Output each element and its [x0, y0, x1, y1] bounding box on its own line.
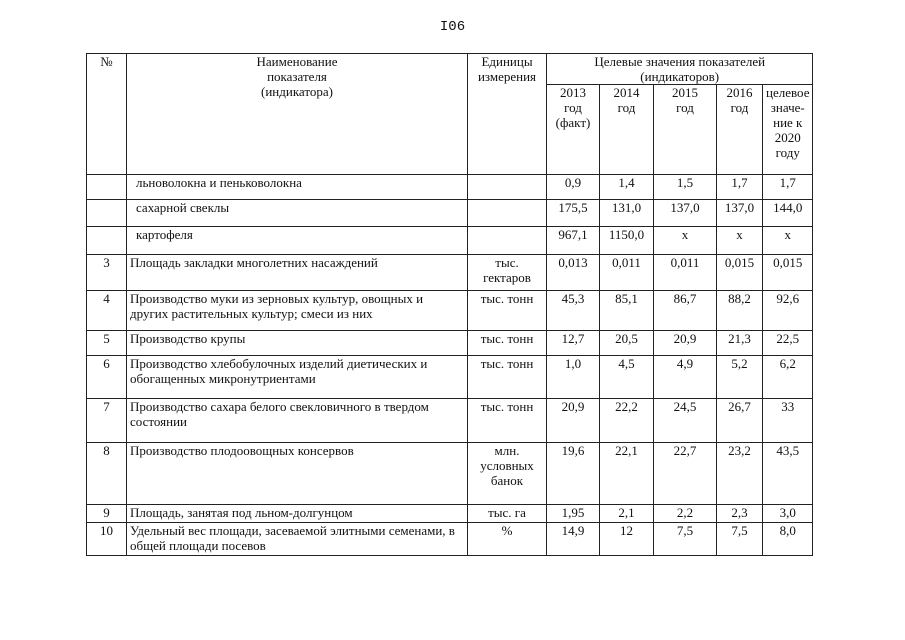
value-cell: 0,015: [763, 255, 813, 291]
value-cell: 4,9: [654, 356, 717, 399]
indicator-name: картофеля: [127, 227, 468, 255]
value-cell: х: [717, 227, 763, 255]
value-cell: 137,0: [717, 200, 763, 227]
row-number: 6: [87, 356, 127, 399]
indicator-name: Площадь, занятая под льном-долгунцом: [127, 505, 468, 523]
unit-of-measure: тыс. тонн: [468, 356, 547, 399]
indicator-name: Площадь закладки многолетних насаждений: [127, 255, 468, 291]
indicator-name: Производство плодоовощных консервов: [127, 443, 468, 505]
indicator-name: Удельный вес площади, засеваемой элитными семенами, в общей площади посевов: [127, 523, 468, 556]
unit-of-measure: %: [468, 523, 547, 556]
value-cell: 1,4: [600, 175, 654, 200]
value-cell: 131,0: [600, 200, 654, 227]
unit-of-measure: тыс. гектаров: [468, 255, 547, 291]
value-cell: 1,95: [547, 505, 600, 523]
value-cell: 0,011: [600, 255, 654, 291]
indicator-name: Производство муки из зерновых культур, овощных и других растительных культур; смеси из них: [127, 291, 468, 331]
value-cell: 7,5: [717, 523, 763, 556]
table-row: [87, 227, 813, 255]
value-cell: 14,9: [547, 523, 600, 556]
value-cell: 0,9: [547, 175, 600, 200]
value-cell: 88,2: [717, 291, 763, 331]
value-cell: 85,1: [600, 291, 654, 331]
value-cell: 2,3: [717, 505, 763, 523]
value-cell: 0,011: [654, 255, 717, 291]
value-cell: х: [763, 227, 813, 255]
table-row: [87, 200, 813, 227]
value-cell: 8,0: [763, 523, 813, 556]
value-cell: 22,7: [654, 443, 717, 505]
indicator-name: Производство сахара белого свекловичного в твердом состоянии: [127, 399, 468, 443]
row-number: 8: [87, 443, 127, 505]
value-cell: 1,7: [763, 175, 813, 200]
indicator-name: сахарной свеклы: [127, 200, 468, 227]
header-year-2015: 2015 год: [654, 85, 717, 175]
row-number: 5: [87, 331, 127, 356]
value-cell: 6,2: [763, 356, 813, 399]
row-number: 3: [87, 255, 127, 291]
row-number: 10: [87, 523, 127, 556]
header-target-2020: целевое значе- ние к 2020 году: [763, 85, 813, 175]
table-row: [87, 443, 813, 505]
unit-of-measure: [468, 227, 547, 255]
header-name: Наименование показателя (индикатора): [127, 54, 468, 175]
value-cell: 33: [763, 399, 813, 443]
value-cell: 1,7: [717, 175, 763, 200]
value-cell: 2,1: [600, 505, 654, 523]
value-cell: 43,5: [763, 443, 813, 505]
header-no: №: [87, 54, 127, 175]
page-number: I06: [439, 19, 466, 35]
unit-of-measure: тыс. тонн: [468, 331, 547, 356]
unit-of-measure: [468, 175, 547, 200]
row-number: 9: [87, 505, 127, 523]
value-cell: 144,0: [763, 200, 813, 227]
table-row: [87, 255, 813, 291]
table-row: [87, 356, 813, 399]
row-number: 4: [87, 291, 127, 331]
value-cell: 5,2: [717, 356, 763, 399]
value-cell: 137,0: [654, 200, 717, 227]
value-cell: 1,0: [547, 356, 600, 399]
value-cell: 3,0: [763, 505, 813, 523]
header-year-2013: 2013 год (факт): [547, 85, 600, 175]
unit-of-measure: тыс. га: [468, 505, 547, 523]
value-cell: 26,7: [717, 399, 763, 443]
value-cell: 175,5: [547, 200, 600, 227]
value-cell: 1150,0: [600, 227, 654, 255]
value-cell: 24,5: [654, 399, 717, 443]
value-cell: 12: [600, 523, 654, 556]
header-year-2016: 2016 год: [717, 85, 763, 175]
row-number: 7: [87, 399, 127, 443]
value-cell: 967,1: [547, 227, 600, 255]
row-number: [87, 175, 127, 200]
header-target-group: Целевые значения показателей (индикаторов): [547, 54, 813, 85]
table-row: [87, 175, 813, 200]
value-cell: 1,5: [654, 175, 717, 200]
value-cell: 22,1: [600, 443, 654, 505]
value-cell: 86,7: [654, 291, 717, 331]
indicators-table: [86, 53, 813, 556]
unit-of-measure: млн. условных банок: [468, 443, 547, 505]
value-cell: х: [654, 227, 717, 255]
row-number: [87, 200, 127, 227]
indicator-name: Производство хлебобулочных изделий диетических и обогащенных микронутриентами: [127, 356, 468, 399]
value-cell: 23,2: [717, 443, 763, 505]
table-row: [87, 331, 813, 356]
value-cell: 12,7: [547, 331, 600, 356]
value-cell: 92,6: [763, 291, 813, 331]
value-cell: 45,3: [547, 291, 600, 331]
value-cell: 20,5: [600, 331, 654, 356]
value-cell: 2,2: [654, 505, 717, 523]
unit-of-measure: [468, 200, 547, 227]
table-row: [87, 399, 813, 443]
table-row: [87, 291, 813, 331]
value-cell: 0,015: [717, 255, 763, 291]
value-cell: 21,3: [717, 331, 763, 356]
indicator-name: льноволокна и пеньковолокна: [127, 175, 468, 200]
unit-of-measure: тыс. тонн: [468, 291, 547, 331]
header-row-1: [87, 54, 813, 85]
header-year-2014: 2014 год: [600, 85, 654, 175]
table-row: [87, 523, 813, 556]
value-cell: 19,6: [547, 443, 600, 505]
header-unit: Единицы измерения: [468, 54, 547, 175]
unit-of-measure: тыс. тонн: [468, 399, 547, 443]
value-cell: 22,5: [763, 331, 813, 356]
indicator-name: Производство крупы: [127, 331, 468, 356]
value-cell: 0,013: [547, 255, 600, 291]
value-cell: 7,5: [654, 523, 717, 556]
value-cell: 20,9: [654, 331, 717, 356]
value-cell: 20,9: [547, 399, 600, 443]
value-cell: 4,5: [600, 356, 654, 399]
value-cell: 22,2: [600, 399, 654, 443]
table-row: [87, 505, 813, 523]
row-number: [87, 227, 127, 255]
